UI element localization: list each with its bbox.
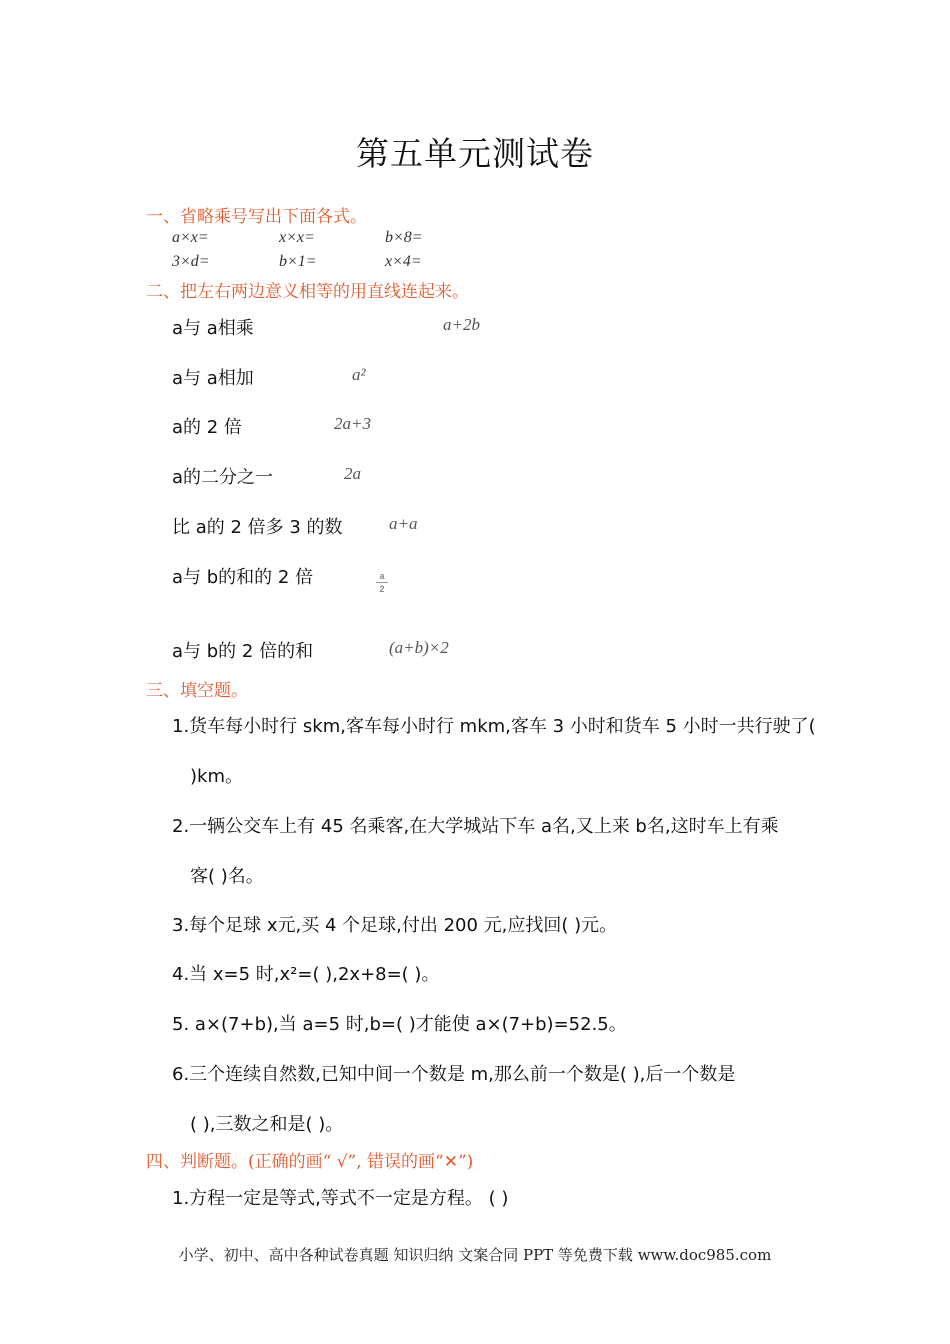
s1-r1-c2: x×x= xyxy=(279,229,315,246)
fill-q6-line2: ( ),三数之和是( )。 xyxy=(190,1114,344,1135)
fraction-denominator: 2 xyxy=(379,584,385,594)
section4-heading: 四、判断题。(正确的画“ √”, 错误的画“✕”) xyxy=(146,1152,474,1172)
fill-q1-line2: )km。 xyxy=(190,766,243,787)
fill-q1-line1: 1.货车每小时行 skm,客车每小时行 mkm,客车 3 小时和货车 5 小时一共行驶了( xyxy=(172,716,816,737)
s1-r1-c3: b×8= xyxy=(385,229,423,246)
match-left-5: 比 a的 2 倍多 3 的数 xyxy=(172,517,343,538)
match-right-2: a² xyxy=(352,365,366,384)
s1-r1-c1: a×x= xyxy=(172,229,209,246)
section2-heading: 二、把左右两边意义相等的用直线连起来。 xyxy=(146,282,469,302)
page-title: 第五单元测试卷 xyxy=(356,134,594,173)
s1-r2-c2: b×1= xyxy=(279,253,317,270)
fraction-numerator: a xyxy=(379,571,385,581)
fraction-bar xyxy=(376,582,388,583)
match-right-6: (a+b)×2 xyxy=(389,638,449,657)
fill-q2-line2: 客( )名。 xyxy=(190,866,264,887)
s1-r2-c3: x×4= xyxy=(385,253,422,270)
match-left-3: a的 2 倍 xyxy=(172,417,242,438)
match-right-3: 2a+3 xyxy=(334,414,371,433)
fill-q5: 5. a×(7+b),当 a=5 时,b=( )才能使 a×(7+b)=52.5。 xyxy=(172,1014,627,1035)
match-right-fraction xyxy=(376,571,388,594)
judge-q1: 1.方程一定是等式,等式不一定是方程。 ( ) xyxy=(172,1188,509,1209)
match-left-6: a与 b的和的 2 倍 xyxy=(172,567,314,588)
page-footer: 小学、初中、高中各种试卷真题 知识归纳 文案合同 PPT 等免费下载 www.doc985.com xyxy=(178,1246,772,1264)
section3-heading: 三、填空题。 xyxy=(146,681,248,701)
s1-r2-c1: 3×d= xyxy=(172,253,210,270)
match-right-4: 2a xyxy=(344,464,361,483)
fill-q6-line1: 6.三个连续自然数,已知中间一个数是 m,那么前一个数是( ),后一个数是 xyxy=(172,1064,736,1085)
match-left-4: a的二分之一 xyxy=(172,467,274,488)
section1-heading: 一、省略乘号写出下面各式。 xyxy=(146,207,367,227)
match-left-2: a与 a相加 xyxy=(172,368,254,389)
fill-q2-line1: 2.一辆公交车上有 45 名乘客,在大学城站下车 a名,又上来 b名,这时车上有乘 xyxy=(172,816,779,837)
match-right-5: a+a xyxy=(389,514,418,533)
match-right-1: a+2b xyxy=(443,315,480,334)
match-left-7: a与 b的 2 倍的和 xyxy=(172,641,314,662)
fill-q3: 3.每个足球 x元,买 4 个足球,付出 200 元,应找回( )元。 xyxy=(172,915,618,936)
match-left-1: a与 a相乘 xyxy=(172,318,254,339)
fill-q4: 4.当 x=5 时,x²=( ),2x+8=( )。 xyxy=(172,964,440,985)
